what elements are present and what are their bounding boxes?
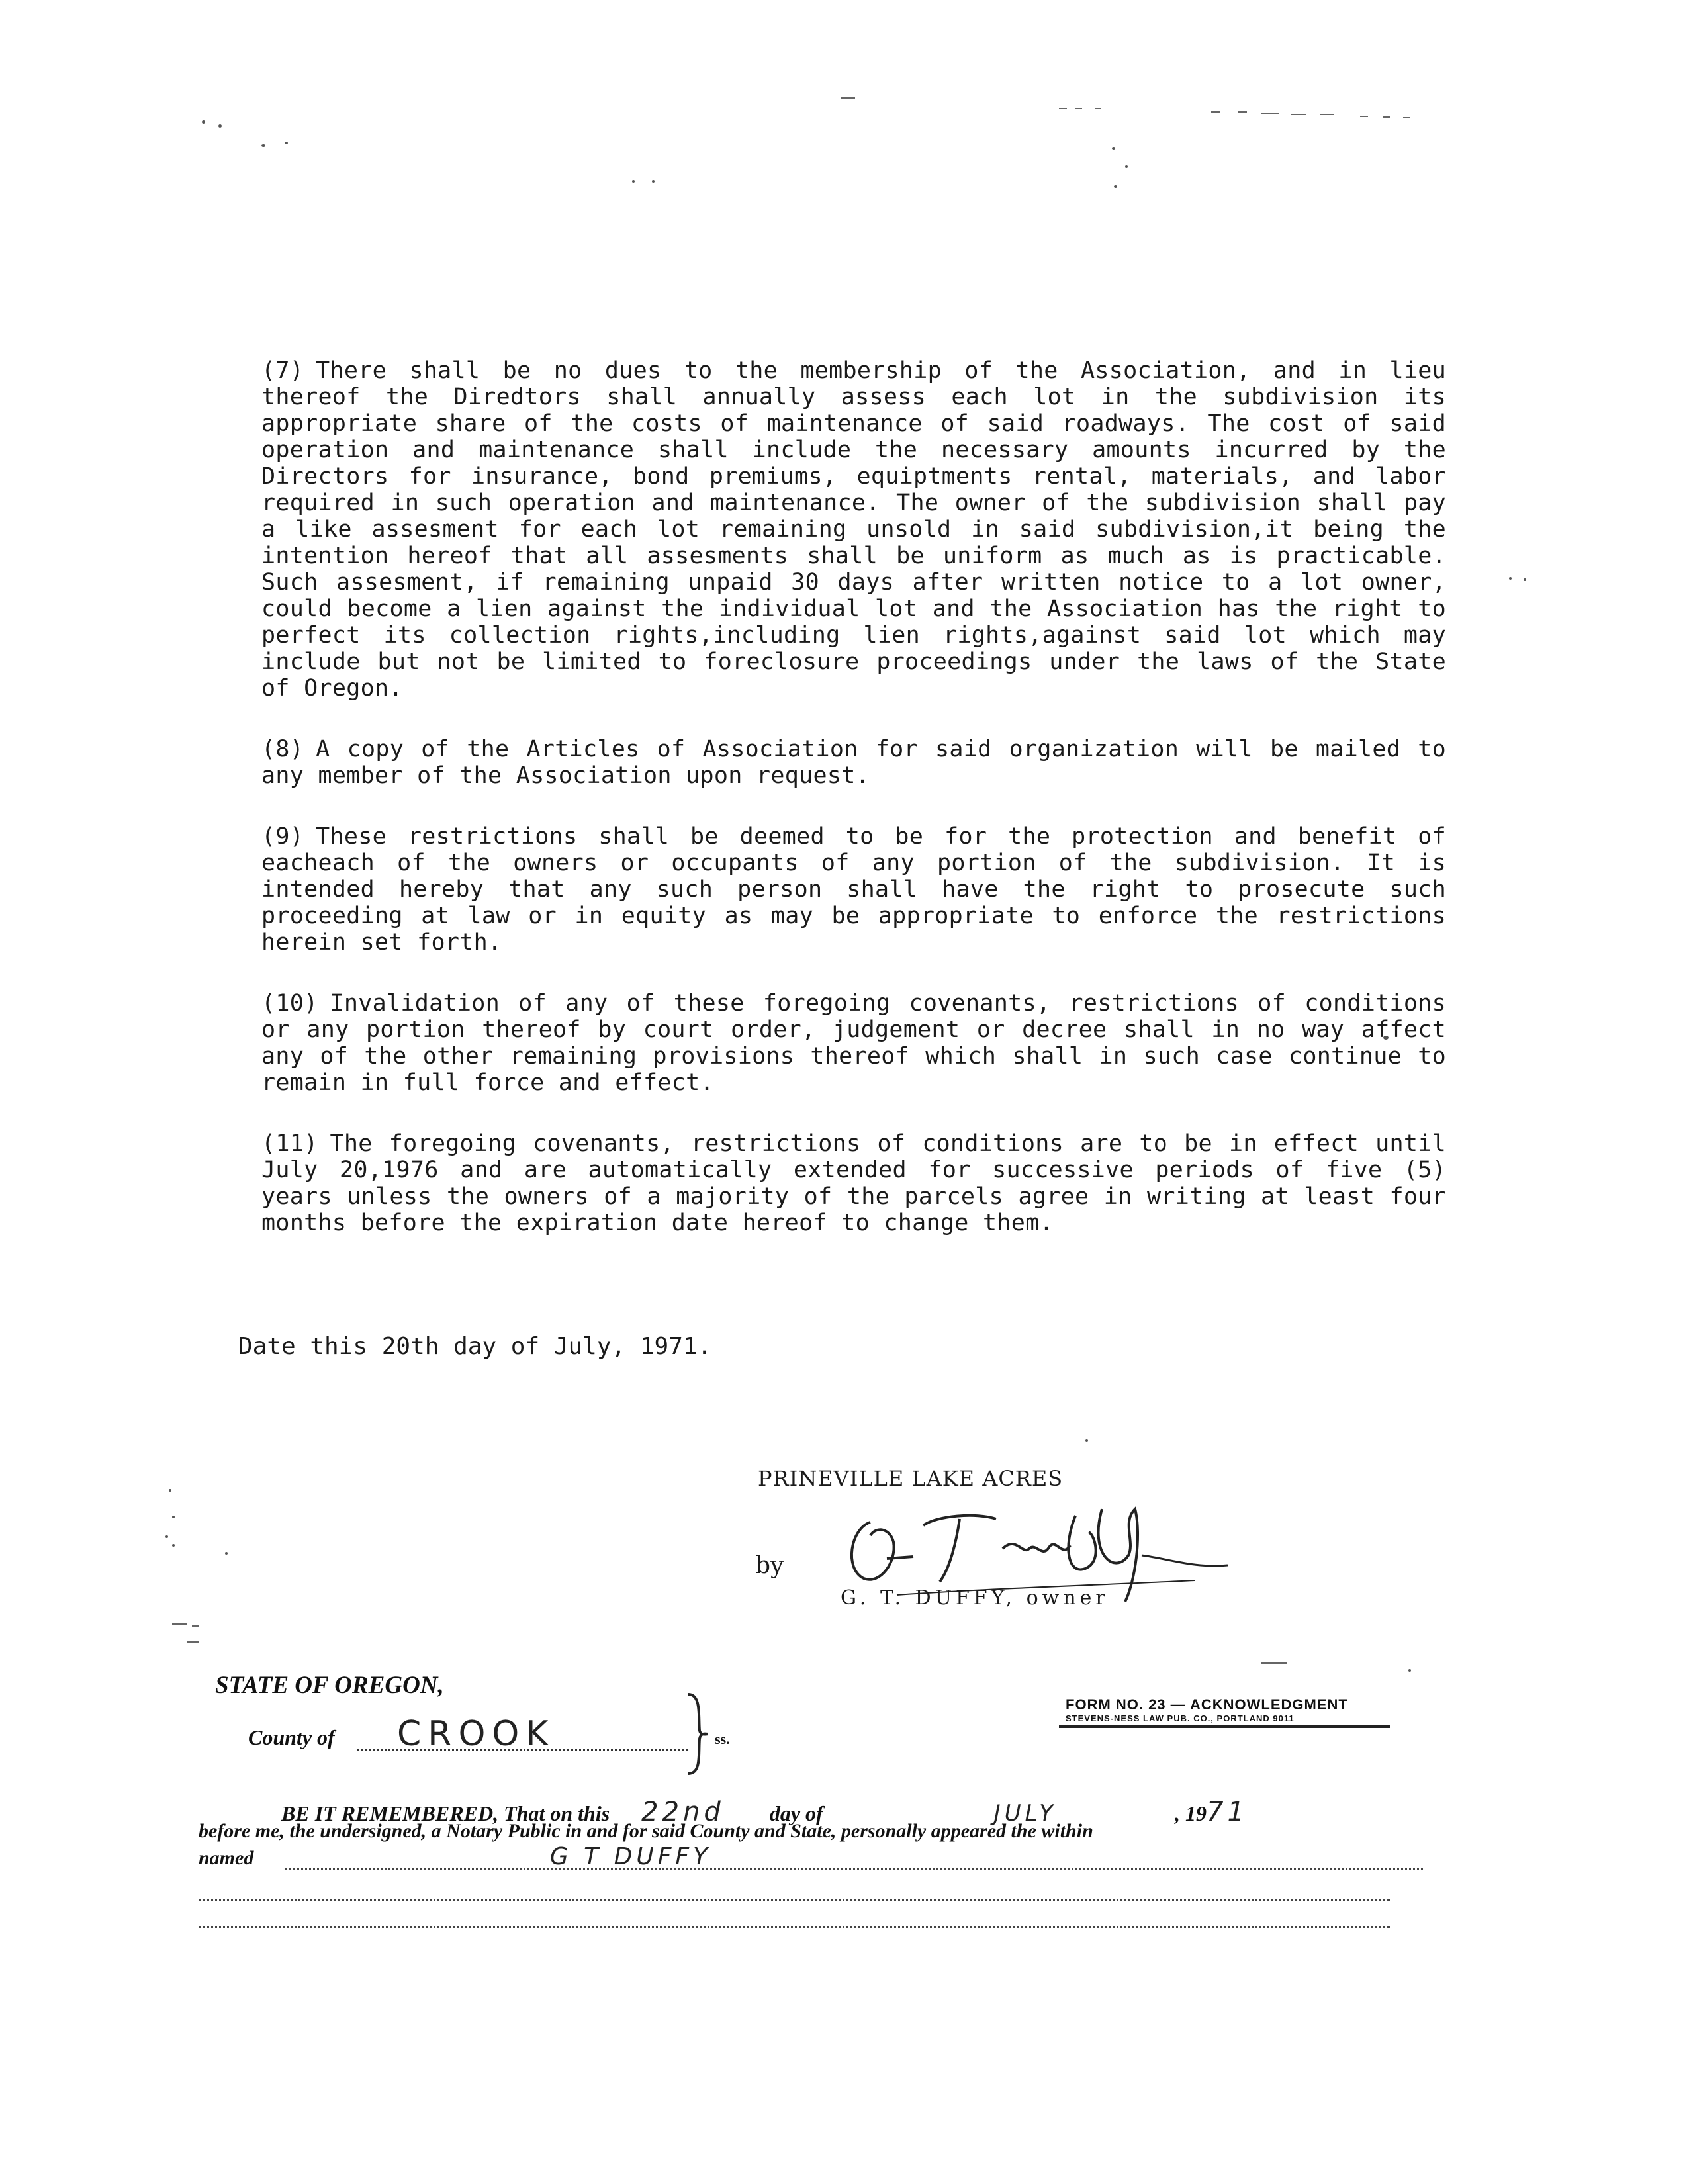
named-handwritten-value: G T DUFFY xyxy=(549,1843,712,1870)
paragraph-9 xyxy=(261,823,1446,956)
scan-mark xyxy=(652,180,655,183)
scan-mark xyxy=(1360,116,1368,117)
county-label: County of xyxy=(248,1725,335,1749)
scan-mark xyxy=(261,144,265,147)
scan-mark xyxy=(1211,111,1220,113)
scan-mark xyxy=(1085,1439,1088,1442)
scan-mark xyxy=(1524,578,1526,581)
scan-mark xyxy=(1112,147,1115,150)
paragraph-number: (10) xyxy=(261,990,318,1017)
form-header-rule xyxy=(1059,1725,1390,1728)
scan-mark xyxy=(187,1641,199,1643)
paragraph-10 xyxy=(261,990,1446,1096)
signer-name: G. T. DUFFY, owner xyxy=(841,1586,1109,1610)
scan-mark xyxy=(1238,111,1247,113)
year-prefix: , 19 xyxy=(1175,1801,1207,1825)
scan-mark xyxy=(1095,108,1101,109)
paragraph-text: A copy of the Articles of Association for said organization will be mailed to any member of the Association upon request. xyxy=(261,736,1446,789)
scan-mark xyxy=(1261,113,1279,114)
day-handwritten-value: 22nd xyxy=(641,1797,725,1827)
scan-mark xyxy=(841,97,855,99)
ss-label: ss. xyxy=(715,1731,730,1747)
day-of-text: day of xyxy=(769,1801,823,1825)
scan-mark xyxy=(1291,114,1306,115)
paragraph-text: There shall be no dues to the membership of the Association, and in lieu thereof the Diredtors shall annually assess each lot in the subdivision its appropriate share of the costs of maintenance of said roadways. The cost of said operation and maintenance shall include the necessary amounts incurred by the Directors for insurance, bond premiums, equiptments rental, materials, and labor required in such operation and maintenance. The owner of the subdivision shall pay a like assesment for each lot remaining unsold in said subdivision,it being the intention hereof that all assesments shall be uniform as much as is practicable. Such assesment, if remaining unpaid 30 days after written notice to a lot owner, could become a lien against the individual lot and the Association has the right to perfect its collection rights,including lien rights,against said lot which may include but not be limited to foreclosure proceedings under the laws of the State of Oregon. xyxy=(261,357,1446,702)
document-body xyxy=(261,357,1446,1271)
scan-mark xyxy=(1403,117,1410,118)
remembered-text: BE IT REMEMBERED, That on this xyxy=(281,1801,610,1825)
named-fill-line xyxy=(285,1868,1423,1870)
scan-mark xyxy=(192,1625,199,1627)
paragraph-number: (8) xyxy=(261,736,304,762)
signature-block xyxy=(755,1466,1221,1625)
scan-mark xyxy=(1261,1662,1287,1664)
named-label: named xyxy=(199,1847,254,1869)
date-line: Date this 20th day of July, 1971. xyxy=(238,1333,712,1360)
paragraph-text: These restrictions shall be deemed to be for the protection and benefit of eacheach of the owners or occupants of any portion of the subdivision. It is intended hereby that any such person shall have the right to prosecute such proceeding at law or in equity as may be appropriate to enforce the restrictions herein set forth. xyxy=(261,823,1446,956)
brace-icon xyxy=(685,1691,711,1777)
form-number: FORM NO. 23 — ACKNOWLEDGMENT xyxy=(1066,1696,1348,1713)
signature-by-label: by xyxy=(755,1552,784,1579)
paragraph-number: (11) xyxy=(261,1130,318,1157)
scan-mark xyxy=(285,142,288,144)
scan-mark xyxy=(632,180,635,183)
paragraph-7 xyxy=(261,357,1446,702)
paragraph-number: (7) xyxy=(261,357,304,384)
scan-mark xyxy=(1320,114,1334,115)
scan-mark xyxy=(1125,165,1128,168)
scan-mark xyxy=(225,1552,228,1555)
scan-mark xyxy=(172,1623,187,1625)
state-heading: STATE OF OREGON, xyxy=(215,1672,444,1699)
company-name: PRINEVILLE LAKE ACRES xyxy=(758,1466,1064,1491)
scan-mark xyxy=(1509,577,1512,580)
scan-mark xyxy=(172,1516,175,1518)
named-line xyxy=(199,1843,711,1870)
scan-mark xyxy=(1383,116,1390,118)
blank-line xyxy=(199,1899,1390,1901)
scan-mark xyxy=(218,124,222,128)
scan-mark xyxy=(202,120,205,124)
paragraph-number: (9) xyxy=(261,823,304,850)
county-handwritten-value: CROOK xyxy=(397,1714,555,1754)
paragraph-8 xyxy=(261,736,1446,789)
scan-mark xyxy=(1075,108,1082,109)
notary-acknowledgment-form xyxy=(199,1671,1430,1870)
scan-mark xyxy=(1059,108,1067,109)
paragraph-text: The foregoing covenants, restrictions of conditions are to be in effect until July 20,1976 and are automatically extended for successive periods of five (5) years unless the owners of a majority of the parcels agree in writing at least four months before the expiration date hereof to change them. xyxy=(261,1130,1446,1236)
year-handwritten-value: 71 xyxy=(1207,1797,1248,1827)
scan-mark xyxy=(1114,185,1117,188)
scan-mark xyxy=(165,1535,168,1538)
month-handwritten-value: JULY xyxy=(993,1800,1058,1827)
notary-statement: before me, the undersigned, a Notary Public in and for said County and State, personally appeared the within xyxy=(199,1820,1093,1842)
blank-line xyxy=(199,1926,1390,1928)
paragraph-text: Invalidation of any of these foregoing covenants, restrictions of conditions or any portion thereof by court order, judgement or decree shall in no way affect any of the other remaining provisions thereof which shall in such case continue to remain in full force and effect. xyxy=(261,990,1446,1096)
scan-mark xyxy=(169,1489,171,1492)
form-publisher: STEVENS-NESS LAW PUB. CO., PORTLAND 9011 xyxy=(1066,1713,1295,1723)
paragraph-11 xyxy=(261,1130,1446,1236)
scan-mark xyxy=(172,1544,175,1547)
